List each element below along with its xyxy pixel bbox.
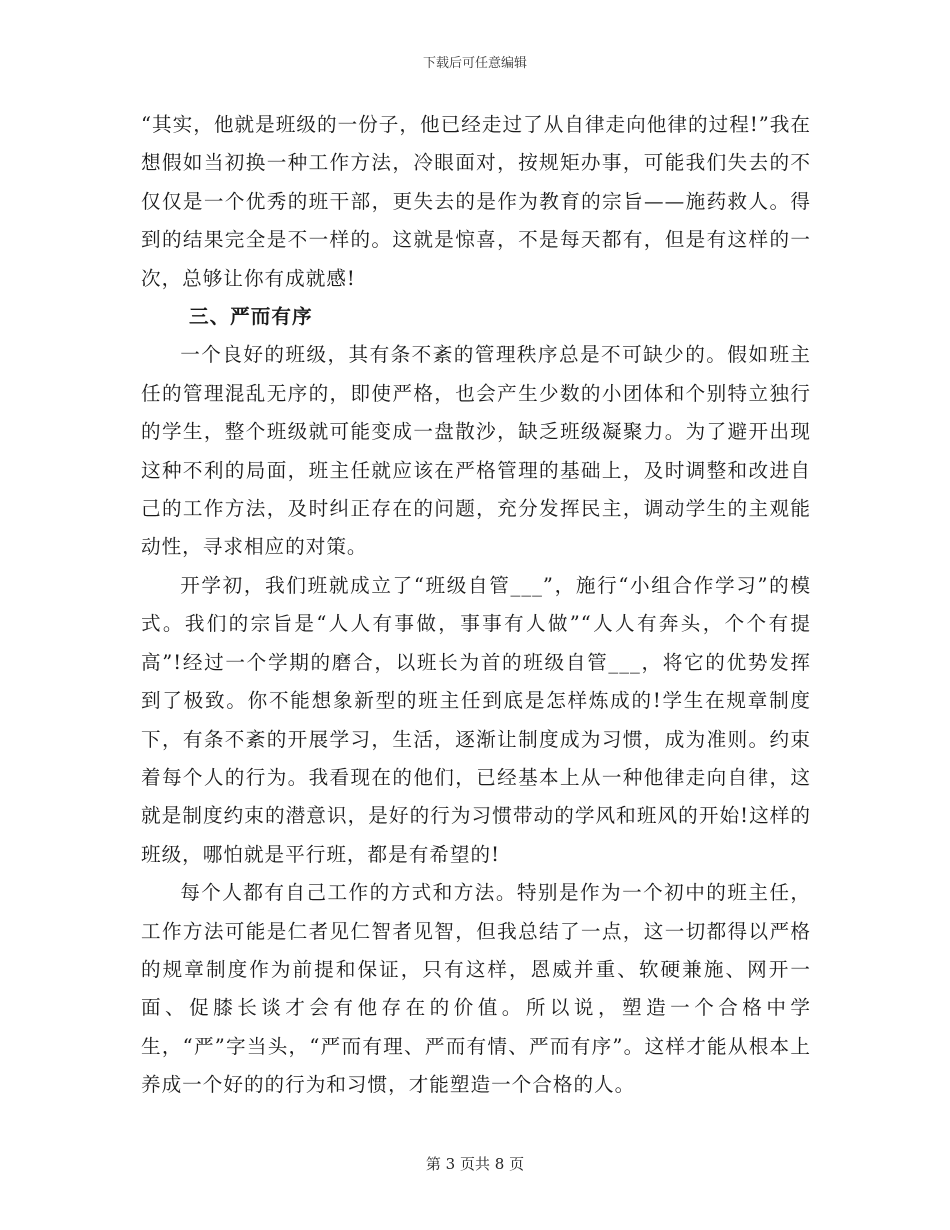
paragraph-4: 每个人都有自己工作的方式和方法。特别是作为一个初中的班主任，工作方法可能是仁者见仁智者见智，但我总结了一点，这一切都得以严格的规章制度作为前提和保证，只有这样，恩威并重、软硬兼施、网开一面、促膝长谈才会有他存在的价值。所以说，塑造一个合格中学生，“严”字当头，“严而有理、严而有情、严而有序”。这样才能从根本上养成一个好的的行为和习惯，才能塑造一个合格的人。 — [141, 881, 811, 1097]
page-number: 第 3 页共 8 页 — [425, 1155, 525, 1173]
page-header: 下载后可任意编辑 — [422, 56, 527, 71]
document-body — [141, 106, 811, 1105]
paragraph-2: 一个良好的班级，其有条不紊的管理秩序总是不可缺少的。假如班主任的管理混乱无序的，即使严格，也会产生少数的小团体和个别特立独行的学生，整个班级就可能变成一盘散沙，缺乏班级凝聚力。为了避开出现这种不利的局面，班主任就应该在严格管理的基础上，及时调整和改进自己的工作方法，及时纠正存在的问题，充分发挥民主，调动学生的主观能动性，寻求相应的对策。 — [141, 343, 811, 559]
paragraph-1: “其实，他就是班级的一份子，他已经走过了从自律走向他律的过程!”我在想假如当初换一种工作方法，冷眼面对，按规矩办事，可能我们失去的不仅仅是一个优秀的班干部，更失去的是作为教育的宗旨——施药救人。得到的结果完全是不一样的。这就是惊喜，不是每天都有，但是有这样的一次，总够让你有成就感! — [141, 113, 811, 290]
section-heading-3: 三、严而有序 — [189, 305, 313, 329]
paragraph-3: 开学初，我们班就成立了“班级自管___”，施行“小组合作学习”的模式。我们的宗旨是“人人有事做，事事有人做”“人人有奔头，个个有提高”!经过一个学期的磨合，以班长为首的班级自管___，将它的优势发挥到了极致。你不能想象新型的班主任到底是怎样炼成的!学生在规章制度下，有条不紊的开展学习，生活，逐渐让制度成为习惯，成为准则。约束着每个人的行为。我看现在的他们，已经基本上从一种他律走向自律，这就是制度约束的潜意识，是好的行为习惯带动的学风和班风的开始!这样的班级，哪怕就是平行班，都是有希望的! — [141, 573, 811, 866]
